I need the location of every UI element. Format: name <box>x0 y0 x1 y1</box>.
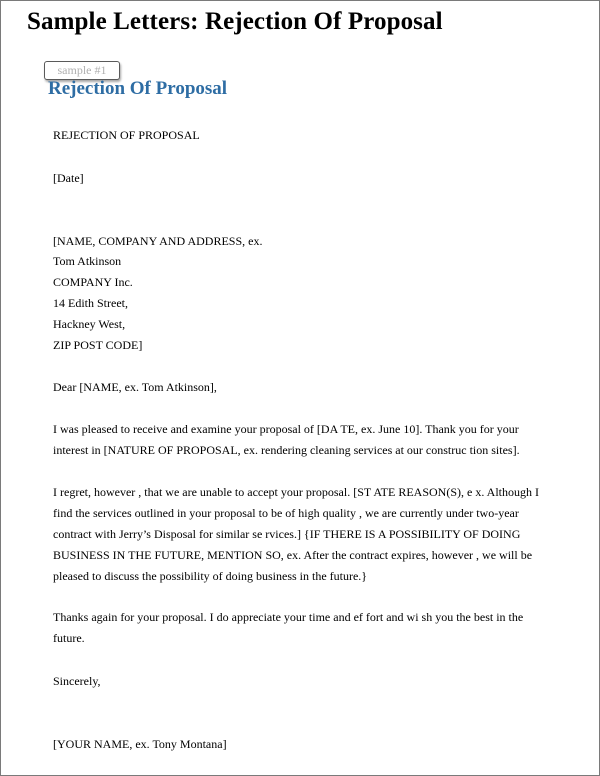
address-line: Tom Atkinson <box>53 254 122 268</box>
paragraph-line: BUSINESS IN THE FUTURE, MENTION SO, ex. After the contract expires, however , we will be <box>53 548 533 562</box>
address-line: COMPANY Inc. <box>53 275 133 289</box>
address-line: ZIP POST CODE] <box>53 338 143 352</box>
paragraph-line: find the services outlined in your proposal to be of high quality , we are currently under two-year <box>53 506 519 520</box>
address-line: [NAME, COMPANY AND ADDRESS, ex. <box>53 234 263 248</box>
signature: [YOUR NAME, ex. Tony Montana] <box>53 737 227 751</box>
address-line: Hackney West, <box>53 317 126 331</box>
letter-date: [Date] <box>53 171 84 185</box>
page-title: Sample Letters: Rejection Of Proposal <box>27 8 443 35</box>
paragraph-line: I regret, however , that we are unable to accept your proposal. [ST ATE REASON(S), e x. Although I <box>53 485 539 499</box>
sample-tab[interactable]: sample #1 <box>44 61 120 80</box>
paragraph-line: contract with Jerry’s Disposal for similar se rvices.] {IF THERE IS A POSSIBILITY OF DOING <box>53 527 521 541</box>
paragraph-line: future. <box>53 631 85 645</box>
paragraph-line: I was pleased to receive and examine your proposal of [DA TE, ex. June 10]. Thank you for your <box>53 422 519 436</box>
paragraph-line: interest in [NATURE OF PROPOSAL, ex. rendering cleaning services at our construc tion sites]. <box>53 443 520 457</box>
letter-subtitle: Rejection Of Proposal <box>48 78 228 99</box>
closing: Sincerely, <box>53 674 101 688</box>
paragraph-line: Thanks again for your proposal. I do appreciate your time and ef fort and wi sh you the best in the <box>53 610 524 624</box>
salutation: Dear [NAME, ex. Tom Atkinson], <box>53 380 217 394</box>
letter-heading: REJECTION OF PROPOSAL <box>53 128 200 142</box>
paragraph-line: pleased to discuss the possibility of doing business in the future.} <box>53 569 368 583</box>
address-line: 14 Edith Street, <box>53 296 128 310</box>
